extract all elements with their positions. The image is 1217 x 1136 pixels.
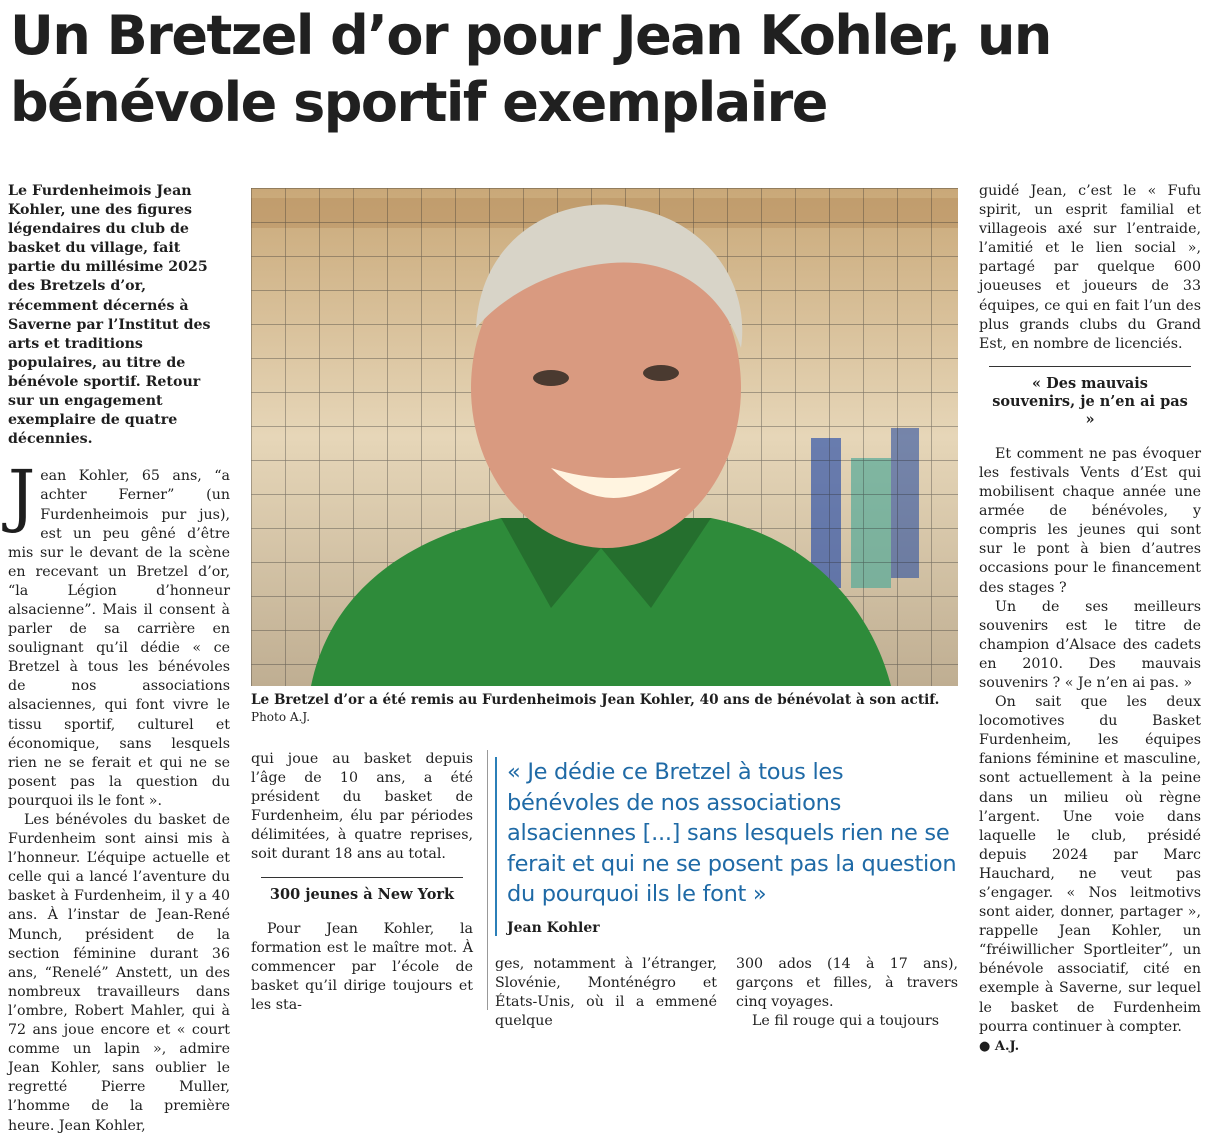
article-photo — [251, 188, 958, 686]
body-text: ean Kohler, 65 ans, “a achter Ferner” (un Furdenheimois pur jus), est un peu gêné d’être mis sur le devant de la scène en recevant un Bretzel d’or, “la Légion d’honneur alsacienne”. Mais il consent à parler de sa carrière en soulignant qu’il dédie « ce Bretzel à tous les bénévoles de nos associations alsaciennes, qui font vivre le tissu sportif, culturel et économique, sans lesquels rien ne se ferait et qui ne se posent pas la question du pourquoi ils le font ». — [8, 468, 230, 809]
column-5 — [979, 182, 1201, 1056]
body-paragraph: qui joue au basket depuis l’âge de 10 ans, a été président du basket de Furdenheim, élu par périodes délimitées, à quatre reprises, soit durant 18 ans au total. — [251, 751, 473, 863]
body-paragraph: Les bénévoles du basket de Furdenheim sont ainsi mis à l’honneur. L’équipe actuelle et celle qui a lancé l’aventure du basket à Furdenheim, il y a 40 ans. À l’instar de Jean-René Munch, président de la section féminine durant 36 ans, “Renelé” Anstett, un des nombreux travailleurs dans l’ombre, Robert Mahler, qui à 72 ans joue encore et « court comme un lapin », admire Jean Kohler, sans oublier le regretté Pierre Muller, l’homme de la première heure. Jean Kohler, — [8, 812, 230, 1134]
quote-author: Jean Kohler — [507, 919, 600, 936]
pull-quote — [495, 757, 957, 936]
body-paragraph: Et comment ne pas évoquer les festivals Vents d’Est qui mobilisent chaque année une armée de bénévoles, y compris les jeunes qui sont sur le pont à bien d’autres occasions pour le financement des stages ? — [979, 445, 1201, 596]
subheading: 300 jeunes à New York — [261, 877, 463, 904]
body-paragraph: ges, notamment à l’étranger, Slovénie, Monténégro et États-Unis, où il a emmené quelque — [495, 956, 717, 1030]
body-paragraph: 300 ados (14 à 17 ans), garçons et filles, à travers cinq voyages. — [736, 956, 958, 1011]
body-paragraph: Un de ses meilleurs souvenirs est le titre de champion d’Alsace des cadets en 2010. Des mauvais souvenirs ? « Je n’en ai pas. » — [979, 598, 1201, 691]
body-paragraph — [8, 457, 230, 811]
subheading: « Des mauvais souvenirs, je n’en ai pas » — [989, 366, 1191, 429]
column-3 — [495, 955, 717, 1031]
portrait-photo-illustration — [251, 188, 958, 686]
body-paragraph: guidé Jean, c’est le « Fufu spirit, un esprit familial et villageois axé sur l’entraide, l’amitié et le lien social », partagé par quelque 600 joueuses et joueurs de 33 équipes, ce qui en fait l’un des plus grands clubs du Grand Est, en nombre de licenciés. — [979, 183, 1201, 352]
body-paragraph: On sait que les deux locomotives du Basket Furdenheim, les équipes fanions féminine et masculine, sont actuellement à la peine dans un milieu où règne l’argent. Une voie dans laquelle le club, présidé depuis 2024 par Marc Hauchard, ne veut pas s’engager. « Nos leitmotivs sont aider, donner, partager », rappelle Jean Kohler, un “fréiwillicher Sportleiter”, un bénévole associatif, cité en exemple à Saverne, sur lequel le basket de Furdenheim pourra continuer à compter. — [979, 694, 1201, 1035]
body-paragraph: Le fil rouge qui a toujours — [752, 1013, 940, 1030]
author-signature: ● A.J. — [979, 1038, 1020, 1054]
dropcap: J — [8, 457, 36, 537]
quote-text: « Je dédie ce Bretzel à tous les bénévoles de nos associations alsaciennes [...] sans lesquels rien ne se ferait et qui ne se posent pas la question du pourquoi ils le font » — [507, 759, 957, 907]
column-divider — [487, 750, 488, 1010]
photo-credit: Photo A.J. — [251, 710, 311, 724]
caption-text: Le Bretzel d’or a été remis au Furdenheimois Jean Kohler, 40 ans de bénévolat à son actif. — [251, 692, 940, 708]
column-2 — [251, 750, 473, 1015]
column-4 — [736, 955, 958, 1031]
lead-paragraph: Le Furdenheimois Jean Kohler, une des figures légendaires du club de basket du village, fait partie du millésime 2025 des Bretzels d’or, récemment décernés à Saverne par l’Institut des arts et traditions populaires, au titre de bénévole sportif. Retour sur un engagement exemplaire de quatre décennies. — [8, 183, 211, 448]
body-paragraph: Pour Jean Kohler, la formation est le maître mot. À commencer par l’école de basket qu’il dirige toujours et les sta- — [251, 920, 473, 1013]
photo-caption — [251, 692, 961, 726]
headline: Un Bretzel d’or pour Jean Kohler, un bénévole sportif exemplaire — [10, 4, 1051, 134]
column-1 — [8, 182, 230, 1136]
